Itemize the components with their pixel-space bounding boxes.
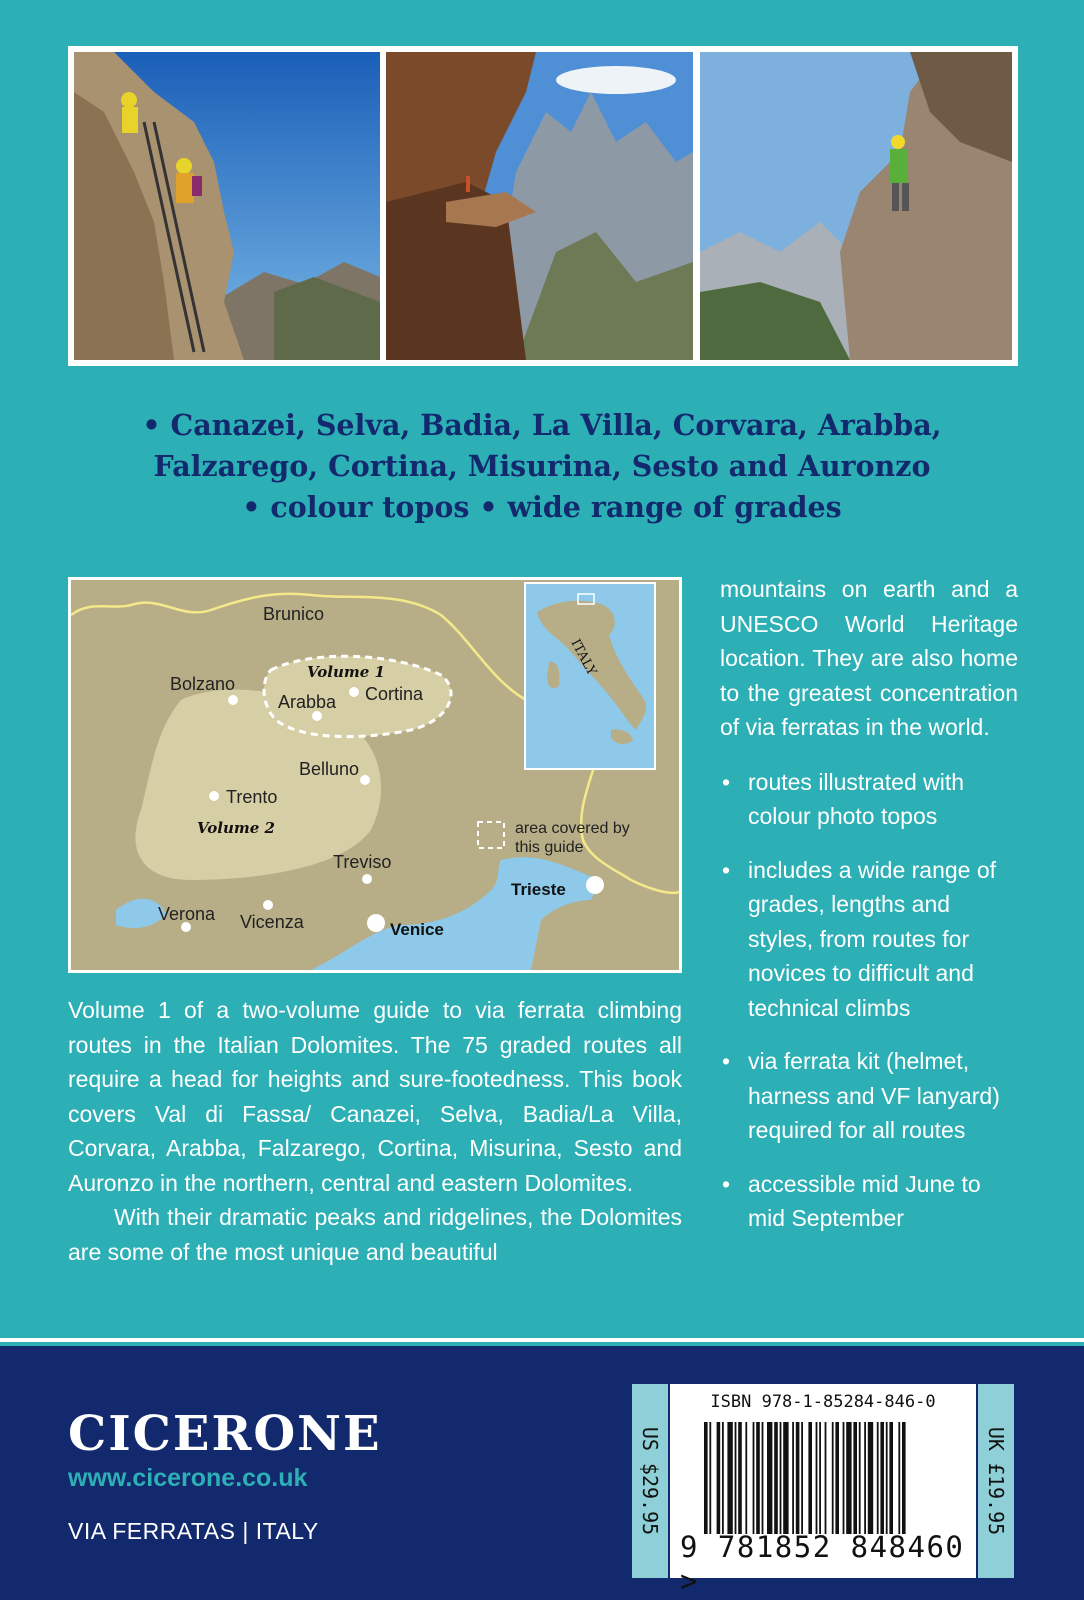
label-venice: Venice xyxy=(390,920,444,939)
label-treviso: Treviso xyxy=(333,852,392,872)
feature-item: • routes illustrated with colour photo topos xyxy=(720,765,1018,834)
label-cortina: Cortina xyxy=(365,684,424,704)
publisher-url[interactable]: www.cicerone.co.uk xyxy=(68,1464,308,1492)
legend-line-1: area covered by xyxy=(515,820,630,837)
label-arabba: Arabba xyxy=(278,692,337,712)
barcode-digits: 9 781852 848460 > xyxy=(680,1530,965,1598)
barcode-icon xyxy=(704,1422,966,1534)
label-verona: Verona xyxy=(158,904,216,924)
feature-list xyxy=(720,765,1018,1236)
photo-strip xyxy=(68,46,1018,366)
barcode-block xyxy=(632,1384,1014,1598)
headline-line-1: • Canazei, Selva, Badia, La Villa, Corvara, Arabba, xyxy=(142,408,942,442)
publisher-logo: CICERONE xyxy=(68,1406,382,1462)
label-volume-1: Volume 1 xyxy=(307,663,385,681)
label-belluno: Belluno xyxy=(299,759,360,779)
headline-line-3: • colour topos • wide range of grades xyxy=(242,490,842,524)
label-volume-2: Volume 2 xyxy=(197,819,275,837)
series-label: VIA FERRATAS | ITALY xyxy=(68,1518,319,1544)
label-vicenza: Vicenza xyxy=(240,912,304,932)
feature-item: • includes a wide range of grades, lengths and styles, from routes for novices to difficult and technical climbs xyxy=(720,853,1018,1026)
description-paragraph-2: With their dramatic peaks and ridgelines, the Dolomites are some of the most unique and beautiful xyxy=(68,1204,682,1265)
headline-line-2: Falzarego, Cortina, Misurina, Sesto and Auronzo xyxy=(153,449,931,483)
description-left xyxy=(68,993,682,1269)
mountain-ledge-path-photo xyxy=(386,52,693,360)
label-bolzano: Bolzano xyxy=(170,674,236,694)
price-us: US $29.95 xyxy=(632,1384,668,1578)
headline xyxy=(40,405,1044,528)
feature-item: • via ferrata kit (helmet, harness and VF lanyard) required for all routes xyxy=(720,1044,1018,1148)
dolomites-map xyxy=(68,577,682,973)
footer xyxy=(0,1346,1084,1600)
description-paragraph-1: Volume 1 of a two-volume guide to via ferrata climbing routes in the Italian Dolomites. The 75 graded routes all require a head for heights and sure-footedness. This book covers Val di Fassa/ Canazei, Selva, Badia/La Villa, Corvara, Arabba, Falzarego, Cortina, Misurina, Sesto and Auronzo in the northern, central and eastern Dolomites. xyxy=(68,997,682,1196)
italy-inset-map xyxy=(525,583,655,769)
description-right xyxy=(720,572,1018,1255)
label-italy: ITALY xyxy=(567,636,599,679)
price-uk: UK £19.95 xyxy=(978,1384,1014,1578)
label-trento: Trento xyxy=(226,787,278,807)
isbn-text: ISBN 978-1-85284-846-0 xyxy=(710,1392,936,1412)
description-paragraph-2-continued: mountains on earth and a UNESCO World Heritage location. They are also home to the greatest concentration of via ferratas in the world. xyxy=(720,576,1018,740)
footer-divider xyxy=(0,1338,1084,1342)
label-brunico: Brunico xyxy=(263,604,325,624)
feature-item: • accessible mid June to mid September xyxy=(720,1167,1018,1236)
climber-on-rock-face-photo xyxy=(700,52,1012,360)
label-trieste: Trieste xyxy=(511,880,566,899)
climbers-on-ladder-photo xyxy=(74,52,380,360)
barcode-panel xyxy=(670,1384,976,1598)
legend-line-2: this guide xyxy=(515,839,584,856)
